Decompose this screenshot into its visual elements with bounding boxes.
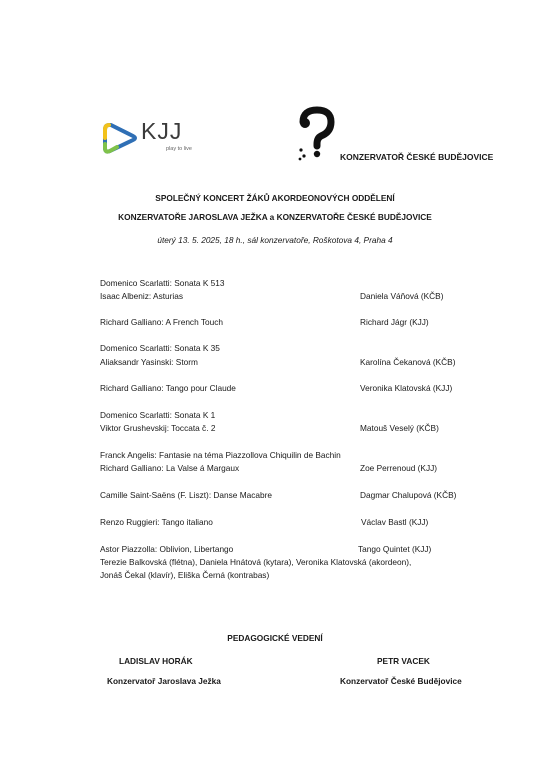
- program-work: Richard Galliano: A French Touch: [100, 317, 223, 327]
- program-work: Astor Piazzolla: Oblivion, Libertango: [100, 544, 234, 554]
- kjj-play-icon: [105, 125, 135, 152]
- kcb-logo-text: KONZERVATOŘ ČESKÉ BUDĚJOVICE: [340, 152, 494, 162]
- program-work: Richard Galliano: La Valse á Margaux: [100, 463, 240, 473]
- program-work: Domenico Scarlatti: Sonata K 1: [100, 410, 216, 420]
- concert-details: úterý 13. 5. 2025, 18 h., sál konzervatoře, Roškotova 4, Praha 4: [157, 235, 393, 245]
- school-name-left: Konzervatoř Jaroslava Ježka: [107, 676, 221, 686]
- program-work: Aliaksandr Yasinski: Storm: [100, 357, 198, 367]
- kcb-logo-mark: [295, 106, 339, 162]
- program-work: Domenico Scarlatti: Sonata K 35: [100, 343, 220, 353]
- school-name-right: Konzervatoř České Budějovice: [340, 676, 462, 686]
- kjj-tagline: play to live: [166, 146, 192, 152]
- program-work: Camille Saint-Saëns (F. Liszt): Danse Macabre: [100, 490, 272, 500]
- program-work: Viktor Grushevskij: Toccata č. 2: [100, 423, 216, 433]
- program-work: Renzo Ruggieri: Tango italiano: [100, 517, 213, 527]
- concert-subtitle: KONZERVATOŘE JAROSLAVA JEŽKA a KONZERVATOŘE ČESKÉ BUDĚJOVICE: [118, 212, 432, 222]
- kjj-logo-text: KJJ: [141, 118, 183, 144]
- program-work: Richard Galliano: Tango pour Claude: [100, 383, 236, 393]
- program-work: Franck Angelis: Fantasie na téma Piazzollova Chiquilin de Bachin: [100, 450, 341, 460]
- program-performer: Zoe Perrenoud (KJJ): [360, 463, 438, 473]
- teacher-name-left: LADISLAV HORÁK: [119, 656, 193, 666]
- program-performer: Richard Jágr (KJJ): [360, 317, 429, 327]
- program-performer: Václav Bastl (KJJ): [361, 517, 429, 527]
- ensemble-members: Jonáš Čekal (klavír), Eliška Černá (kontrabas): [100, 570, 270, 580]
- program-performer: Tango Quintet (KJJ): [358, 544, 432, 554]
- program-performer: Matouš Veselý (KČB): [360, 423, 439, 433]
- concert-title: SPOLEČNÝ KONCERT ŽÁKŮ AKORDEONOVÝCH ODDĚLENÍ: [155, 193, 395, 203]
- program-performer: Daniela Váňová (KČB): [360, 291, 444, 301]
- pedagogy-title: PEDAGOGICKÉ VEDENÍ: [227, 633, 323, 643]
- program-performer: Veronika Klatovská (KJJ): [360, 383, 453, 393]
- program-performer: Dagmar Chalupová (KČB): [360, 490, 457, 500]
- program-performer: Karolína Čekanová (KČB): [360, 357, 456, 367]
- ensemble-members: Terezie Balkovská (flétna), Daniela Hnátová (kytara), Veronika Klatovská (akordeon),: [100, 557, 412, 567]
- program-work: Domenico Scarlatti: Sonata K 513: [100, 278, 225, 288]
- teacher-name-right: PETR VACEK: [377, 656, 430, 666]
- program-work: Isaac Albeniz: Asturias: [100, 291, 184, 301]
